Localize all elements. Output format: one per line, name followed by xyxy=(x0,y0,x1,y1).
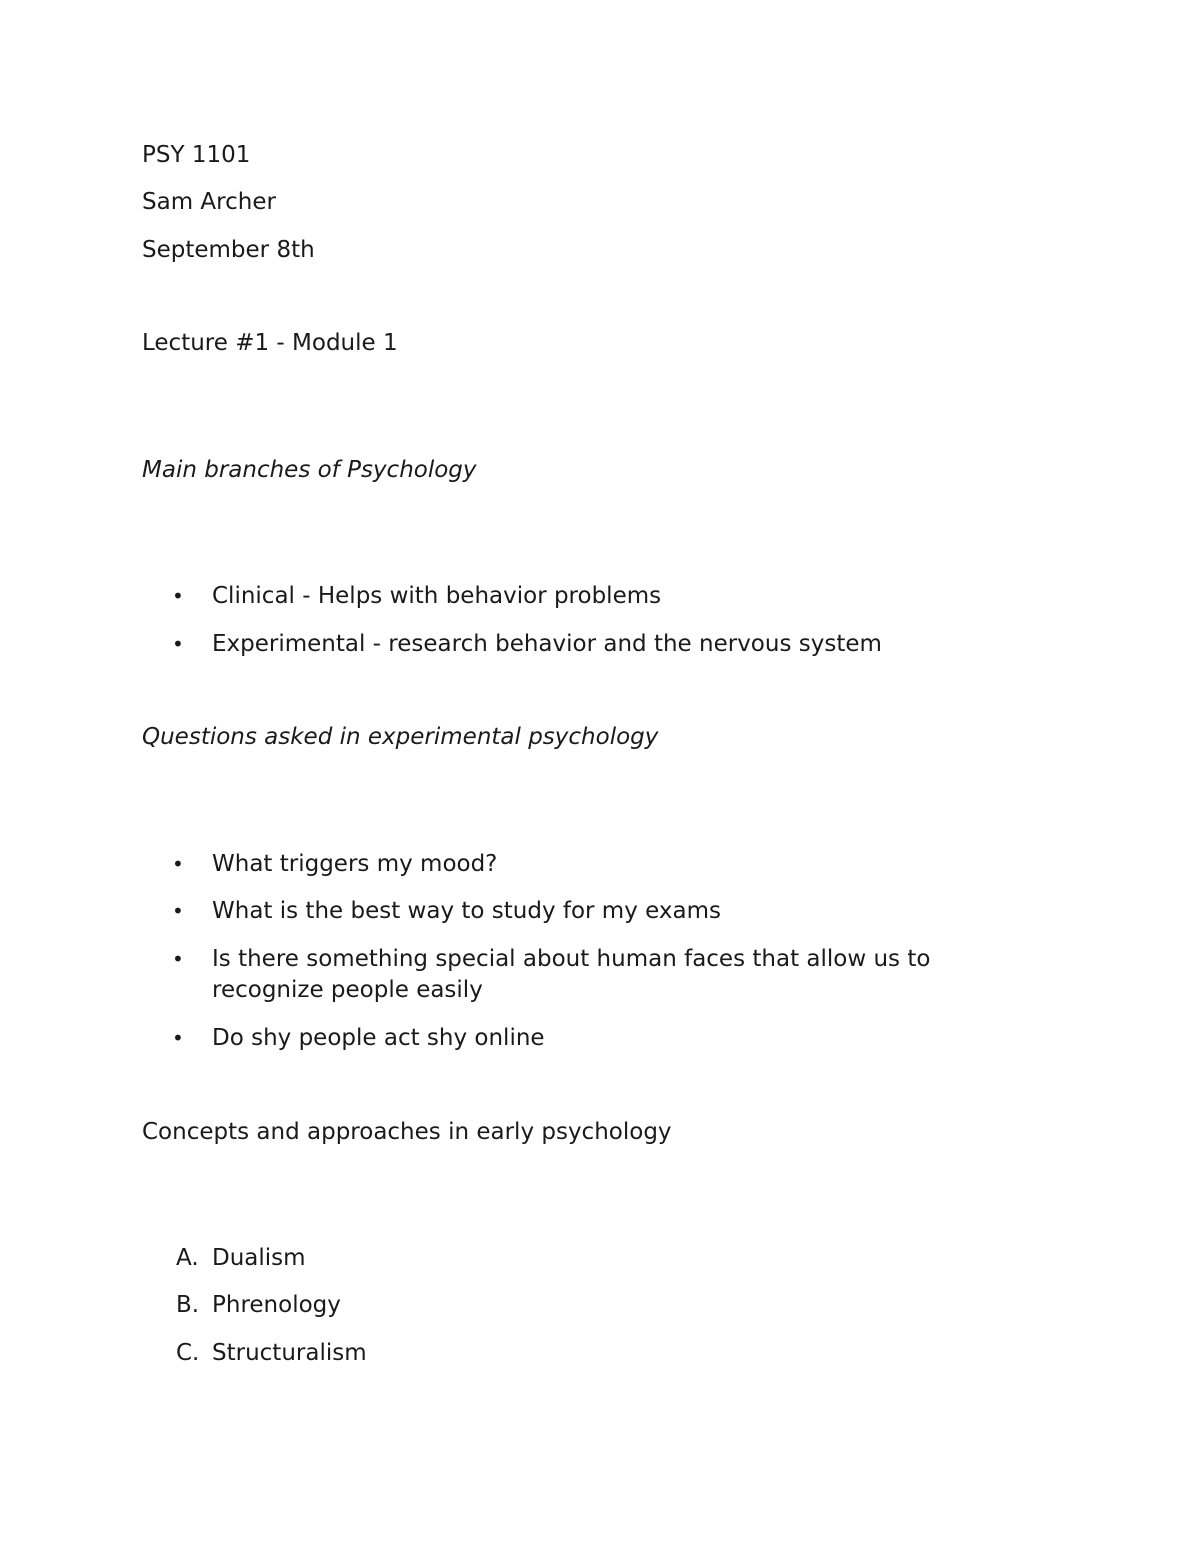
list-item-text: What is the best way to study for my exams xyxy=(212,898,721,924)
bullet-icon: • xyxy=(172,1026,184,1050)
bullet-icon: • xyxy=(172,632,184,656)
list-marker: A. xyxy=(176,1245,199,1271)
list-item-text: Experimental - research behavior and the nervous system xyxy=(212,631,882,657)
bullet-icon: • xyxy=(172,947,184,971)
list-item-text: What triggers my mood? xyxy=(212,851,498,877)
branches-heading: Main branches of Psychology xyxy=(142,457,477,483)
author-name: Sam Archer xyxy=(142,189,276,215)
lecture-title: Lecture #1 - Module 1 xyxy=(142,330,398,356)
bullet-icon: • xyxy=(172,899,184,923)
list-item-text: Dualism xyxy=(212,1245,306,1271)
questions-heading: Questions asked in experimental psychology xyxy=(142,724,659,750)
list-item-text: Clinical - Helps with behavior problems xyxy=(212,583,662,609)
list-item-text: Phrenology xyxy=(212,1292,341,1318)
list-marker: B. xyxy=(176,1292,200,1318)
concepts-heading: Concepts and approaches in early psychology xyxy=(142,1119,672,1145)
bullet-icon: • xyxy=(172,584,184,608)
list-marker: C. xyxy=(176,1340,200,1366)
lecture-date: September 8th xyxy=(142,237,315,263)
list-item-text: Is there something special about human faces that allow us to recognize people easily xyxy=(212,946,931,1003)
list-item-text: Structuralism xyxy=(212,1340,367,1366)
list-item-text: Do shy people act shy online xyxy=(212,1025,545,1051)
course-code: PSY 1101 xyxy=(142,142,251,168)
bullet-icon: • xyxy=(172,852,184,876)
